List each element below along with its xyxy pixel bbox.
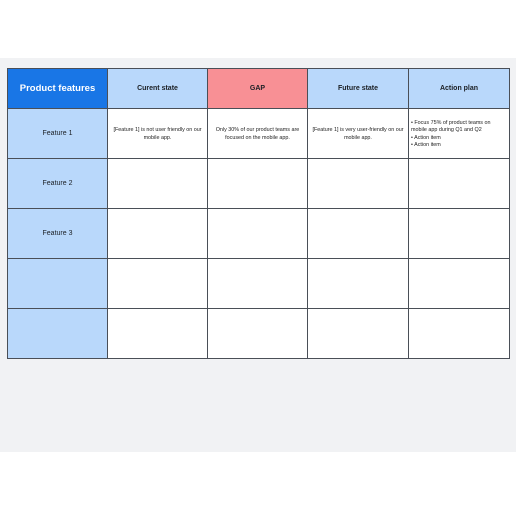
cell-current-state[interactable] bbox=[108, 309, 208, 359]
row-label-empty[interactable] bbox=[8, 259, 108, 309]
cell-future-state[interactable] bbox=[308, 159, 409, 209]
header-action-plan[interactable]: Action plan bbox=[409, 69, 510, 109]
cell-current-state[interactable] bbox=[108, 259, 208, 309]
cell-text: [Feature 1] is not user friendly on our mobile app. bbox=[113, 127, 202, 141]
header-current-state[interactable]: Curent state bbox=[108, 69, 208, 109]
cell-text: Only 30% of our product teams are focused on the mobile app. bbox=[215, 127, 300, 141]
row-label-empty[interactable] bbox=[8, 309, 108, 359]
header-gap[interactable]: GAP bbox=[208, 69, 308, 109]
cell-future-state[interactable] bbox=[308, 209, 409, 259]
header-product-features[interactable]: Product features bbox=[8, 69, 108, 109]
action-item: • Action item bbox=[411, 135, 507, 142]
table-row bbox=[8, 309, 510, 359]
cell-current-state[interactable] bbox=[108, 209, 208, 259]
gap-analysis-table bbox=[7, 68, 510, 359]
cell-future-state[interactable] bbox=[308, 309, 409, 359]
table-row bbox=[8, 259, 510, 309]
row-label-feature-1[interactable]: Feature 1 bbox=[8, 109, 108, 159]
cell-action-plan[interactable] bbox=[409, 109, 510, 159]
row-label-feature-2[interactable]: Feature 2 bbox=[8, 159, 108, 209]
cell-current-state[interactable] bbox=[108, 159, 208, 209]
cell-text: [Feature 1] is very user-friendly on our mobile app. bbox=[312, 127, 404, 141]
cell-gap[interactable] bbox=[208, 309, 308, 359]
cell-action-plan[interactable] bbox=[409, 259, 510, 309]
action-item: • Action item bbox=[411, 142, 507, 149]
row-label-feature-3[interactable]: Feature 3 bbox=[8, 209, 108, 259]
header-future-state[interactable]: Future state bbox=[308, 69, 409, 109]
table-row bbox=[8, 109, 510, 159]
cell-action-plan[interactable] bbox=[409, 159, 510, 209]
cell-gap[interactable] bbox=[208, 259, 308, 309]
cell-gap[interactable] bbox=[208, 209, 308, 259]
cell-future-state[interactable] bbox=[308, 109, 409, 159]
action-list bbox=[409, 118, 509, 148]
action-item: • Focus 75% of product teams on mobile app during Q1 and Q2 bbox=[411, 120, 507, 134]
cell-future-state[interactable] bbox=[308, 259, 409, 309]
cell-gap[interactable] bbox=[208, 109, 308, 159]
table-row bbox=[8, 159, 510, 209]
cell-action-plan[interactable] bbox=[409, 309, 510, 359]
header-row bbox=[8, 69, 510, 109]
cell-current-state[interactable] bbox=[108, 109, 208, 159]
cell-gap[interactable] bbox=[208, 159, 308, 209]
table-row bbox=[8, 209, 510, 259]
cell-action-plan[interactable] bbox=[409, 209, 510, 259]
